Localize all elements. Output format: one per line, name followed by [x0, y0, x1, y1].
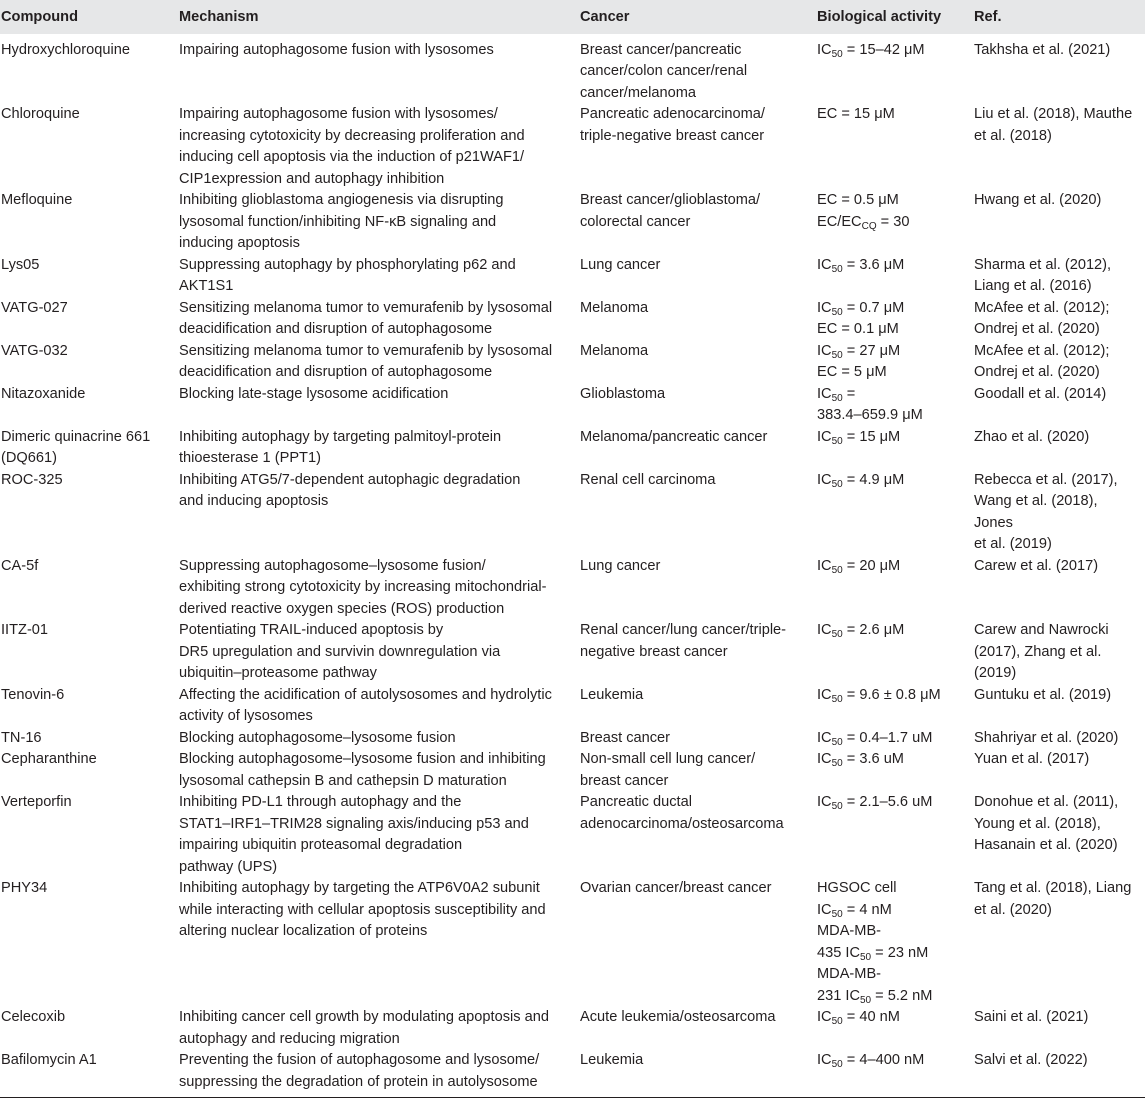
activity-text: IC [817, 901, 832, 918]
cell-ref: Tang et al. (2018), Liang et al. (2020) [974, 880, 1132, 918]
activity-text: EC/EC [817, 213, 862, 230]
activity-value: = 2.1–5.6 uM [842, 794, 933, 810]
cell-mechanism: Inhibiting autophagy by targeting palmitoyl-protein thioesterase 1 (PPT1) [179, 428, 502, 466]
activity-text: EC = 5 μM [817, 364, 887, 380]
activity-subscript: 50 [831, 1016, 843, 1027]
activity-subscript: 50 [831, 306, 843, 318]
header-ref: Ref. [974, 9, 1002, 25]
cell-cancer: Ovarian cancer/breast cancer [580, 880, 772, 896]
cell-ref: Salvi et al. (2022) [973, 1050, 1145, 1098]
cell-biological-activity [816, 728, 973, 750]
activity-line [817, 1050, 967, 1072]
activity-subscript: 50 [831, 435, 843, 447]
header-compound: Compound [1, 9, 79, 25]
activity-value: = 4.9 μM [842, 471, 905, 488]
table-row [0, 34, 1145, 105]
activity-text: EC = 0.5 μM [817, 192, 899, 208]
cell-biological-activity [816, 685, 973, 728]
table-row [0, 427, 1145, 470]
cell-mechanism: Sensitizing melanoma tumor to vemurafenib by lysosomal deacidification and disruption of autophagosome [179, 299, 553, 337]
header-biological-activity: Biological activity [817, 9, 942, 25]
activity-line [817, 986, 967, 1008]
activity-text: MDA-MB- [817, 923, 882, 939]
cell-biological-activity [816, 792, 973, 878]
table-row [0, 190, 1145, 255]
activity-text: IC [817, 256, 832, 273]
activity-line [817, 298, 967, 320]
activity-subscript: 50 [831, 693, 843, 705]
activity-text: IC [817, 1052, 832, 1068]
activity-line [817, 878, 967, 900]
cell-ref: Zhao et al. (2020) [974, 428, 1090, 445]
cell-ref: McAfee et al. (2012); Ondrej et al. (2020) [974, 299, 1110, 337]
activity-value: = 27 μM [842, 342, 901, 359]
activity-value: = 4 nM [842, 901, 892, 918]
cell-cancer: Melanoma [580, 299, 649, 316]
activity-line [817, 212, 967, 234]
cell-compound: Hydroxychloroquine [1, 41, 130, 58]
activity-line [817, 921, 967, 943]
activity-value: = 2.6 μM [842, 622, 905, 638]
cell-compound: Lys05 [1, 256, 40, 273]
activity-line [817, 104, 967, 126]
activity-line [817, 255, 967, 277]
cell-mechanism: Blocking autophagosome–lysosome fusion and inhibiting lysosomal cathepsin B and cathepsin D maturation [179, 751, 546, 789]
table-row [0, 620, 1145, 685]
table-body [0, 34, 1145, 1098]
cell-compound: Dimeric quinacrine 661 (DQ661) [1, 428, 151, 466]
cell-mechanism: Suppressing autophagosome–lysosome fusion/ exhibiting strong cytotoxicity by increasing mitochondrial- derived reactive oxygen species (ROS) production [179, 557, 547, 617]
activity-value: = 15 μM [842, 428, 901, 445]
activity-text: IC [817, 686, 832, 703]
activity-subscript: 50 [831, 1059, 843, 1070]
activity-line [817, 190, 967, 212]
table-row [0, 792, 1145, 878]
activity-subscript: CQ [861, 220, 877, 232]
activity-text: IC [817, 557, 832, 574]
activity-line [817, 341, 967, 363]
activity-value: = 3.6 uM [842, 751, 904, 767]
cell-compound: ROC-325 [1, 471, 63, 488]
activity-line [817, 427, 967, 449]
activity-value: = 20 μM [842, 557, 901, 574]
activity-subscript: 50 [831, 263, 843, 275]
cell-mechanism: Preventing the fusion of autophagosome and lysosome/ suppressing the degradation of protein in autolysosome [178, 1050, 579, 1098]
cell-biological-activity [816, 878, 973, 1007]
cell-mechanism: Inhibiting PD-L1 through autophagy and the STAT1–IRF1–TRIM28 signaling axis/inducing p53 and impairing ubiquitin proteasomal degradation pathway (UPS) [179, 794, 529, 875]
cell-ref: Carew et al. (2017) [974, 557, 1099, 574]
activity-subscript: 50 [831, 629, 843, 640]
header-cancer: Cancer [580, 9, 630, 25]
activity-value: = 5.2 nM [871, 987, 933, 1004]
cell-ref: Rebecca et al. (2017), Wang et al. (2018), Jones et al. (2019) [974, 471, 1118, 552]
activity-text: MDA-MB- [817, 966, 882, 982]
cell-ref: Goodall et al. (2014) [974, 385, 1107, 402]
activity-subscript: 50 [831, 564, 843, 576]
activity-subscript: 50 [831, 48, 843, 60]
activity-line [817, 685, 967, 707]
cell-cancer: Leukemia [580, 686, 644, 703]
cell-ref: Guntuku et al. (2019) [974, 686, 1112, 703]
table-row [0, 1007, 1145, 1050]
table-row [0, 384, 1145, 427]
activity-text: 435 IC [817, 944, 860, 961]
activity-value: = 0.4–1.7 uM [842, 729, 933, 746]
activity-value: = 3.6 μM [842, 256, 905, 273]
activity-line [817, 1007, 967, 1029]
cell-biological-activity [816, 1050, 973, 1098]
cell-cancer: Melanoma [580, 342, 649, 359]
table-row [0, 298, 1145, 341]
cell-biological-activity [816, 190, 973, 255]
activity-line [817, 943, 967, 965]
cell-mechanism: Affecting the acidification of autolysosomes and hydrolytic activity of lysosomes [179, 686, 552, 724]
cell-biological-activity [816, 470, 973, 556]
cell-biological-activity [816, 1007, 973, 1050]
activity-value: = 9.6 ± 0.8 μM [842, 686, 941, 703]
cell-compound: Mefloquine [1, 192, 73, 208]
activity-text: IC [817, 299, 832, 316]
cell-compound: VATG-027 [1, 299, 68, 316]
activity-line [817, 900, 967, 922]
cell-compound: TN-16 [1, 729, 42, 746]
activity-line [817, 319, 967, 341]
cell-compound: PHY34 [1, 880, 48, 896]
cell-compound: Verteporfin [1, 794, 72, 810]
activity-text: IC [817, 342, 832, 359]
cell-biological-activity [816, 749, 973, 792]
table-row [0, 1050, 1145, 1098]
cell-ref: Hwang et al. (2020) [974, 192, 1102, 208]
table-row [0, 685, 1145, 728]
activity-text: IC [817, 41, 832, 58]
cell-biological-activity [816, 620, 973, 685]
cell-mechanism: Potentiating TRAIL-induced apoptosis by DR5 upregulation and survivin downregulation via ubiquitin–proteasome pathway [179, 622, 501, 681]
activity-subscript: 50 [831, 392, 843, 404]
cell-biological-activity [816, 384, 973, 427]
activity-value: = 40 nM [842, 1009, 900, 1025]
activity-line [817, 792, 967, 814]
cell-mechanism: Blocking autophagosome–lysosome fusion [179, 729, 456, 746]
activity-text: EC = 15 μM [817, 106, 895, 122]
activity-text: IC [817, 751, 832, 767]
cell-biological-activity [816, 427, 973, 470]
cell-ref: Yuan et al. (2017) [974, 751, 1090, 767]
cell-cancer: Pancreatic ductal adenocarcinoma/osteosarcoma [580, 794, 784, 832]
activity-subscript: 50 [831, 736, 843, 748]
cell-biological-activity [816, 255, 973, 298]
activity-line [817, 620, 967, 642]
cell-compound: Nitazoxanide [1, 385, 86, 402]
cell-cancer: Renal cell carcinoma [580, 471, 716, 488]
table-row [0, 341, 1145, 384]
cell-ref: Takhsha et al. (2021) [974, 41, 1111, 58]
cell-ref: McAfee et al. (2012); Ondrej et al. (2020) [974, 342, 1110, 380]
cell-ref: Liu et al. (2018), Mauthe et al. (2018) [974, 106, 1133, 144]
activity-line [817, 964, 967, 986]
activity-subscript: 50 [831, 908, 843, 920]
activity-line [817, 405, 967, 427]
activity-text: IC [817, 471, 832, 488]
cell-mechanism: Sensitizing melanoma tumor to vemurafenib by lysosomal deacidification and disruption of autophagosome [179, 342, 553, 380]
cell-mechanism: Inhibiting cancer cell growth by modulating apoptosis and autophagy and reducing migration [179, 1009, 549, 1047]
activity-text: 231 IC [817, 987, 860, 1004]
cell-biological-activity [816, 34, 973, 105]
activity-subscript: 50 [831, 801, 843, 812]
cell-cancer: Pancreatic adenocarcinoma/ triple-negative breast cancer [580, 106, 765, 144]
cell-cancer: Melanoma/pancreatic cancer [580, 428, 768, 445]
cell-compound: CA-5f [1, 557, 39, 574]
activity-subscript: 50 [831, 349, 843, 361]
table-row [0, 556, 1145, 621]
cell-compound: Celecoxib [1, 1009, 66, 1025]
cell-cancer: Non-small cell lung cancer/ breast cancer [580, 751, 756, 789]
activity-line [817, 384, 967, 406]
activity-subscript: 50 [831, 758, 843, 769]
cell-biological-activity [816, 341, 973, 384]
activity-text: IC [817, 1009, 832, 1025]
table-row [0, 255, 1145, 298]
cell-cancer: Leukemia [579, 1050, 816, 1098]
activity-text: IC [817, 428, 832, 445]
cell-mechanism: Suppressing autophagy by phosphorylating p62 and AKT1S1 [179, 256, 516, 294]
activity-line [817, 40, 967, 62]
cell-compound: Chloroquine [1, 106, 80, 122]
cell-mechanism: Inhibiting ATG5/7-dependent autophagic degradation and inducing apoptosis [179, 471, 521, 509]
cell-compound: VATG-032 [1, 342, 68, 359]
table-row [0, 104, 1145, 190]
cell-biological-activity [816, 298, 973, 341]
activity-text: IC [817, 385, 832, 402]
cell-cancer: Renal cancer/lung cancer/triple- negative breast cancer [580, 622, 787, 660]
cell-cancer: Glioblastoma [580, 385, 666, 402]
activity-text: HGSOC cell [817, 880, 897, 896]
activity-text: IC [817, 729, 832, 746]
cell-compound: IITZ-01 [1, 622, 49, 638]
activity-value: = 4–400 nM [842, 1052, 925, 1068]
cell-cancer: Breast cancer [580, 729, 671, 746]
activity-value: = 15–42 μM [842, 41, 925, 58]
activity-text: IC [817, 622, 832, 638]
activity-line [817, 470, 967, 492]
table-row [0, 470, 1145, 556]
cell-compound: Cepharanthine [1, 751, 97, 767]
cell-ref: Shahriyar et al. (2020) [974, 729, 1119, 746]
activity-value: = 23 nM [871, 944, 929, 961]
activity-line [817, 362, 967, 384]
cell-cancer: Lung cancer [580, 557, 661, 574]
activity-text: 383.4–659.9 μM [817, 407, 923, 423]
cell-cancer: Breast cancer/pancreatic cancer/colon cancer/renal cancer/melanoma [580, 41, 748, 101]
cell-biological-activity [816, 556, 973, 621]
activity-value: = 30 [876, 213, 910, 230]
activity-text: IC [817, 794, 832, 810]
table-row [0, 728, 1145, 750]
activity-value: = 0.7 μM [842, 299, 905, 316]
table-row [0, 878, 1145, 1007]
cell-ref: Saini et al. (2021) [974, 1009, 1089, 1025]
cell-cancer: Breast cancer/glioblastoma/ colorectal cancer [580, 192, 761, 230]
cell-mechanism: Impairing autophagosome fusion with lysosomes/ increasing cytotoxicity by decreasing proliferation and inducing cell apoptosis via the induction of p21WAF1/ CIP1expression and autophagy inhibition [179, 106, 525, 187]
cell-mechanism: Inhibiting autophagy by targeting the ATP6V0A2 subunit while interacting with cellular apoptosis susceptibility and altering nuclear localization of proteins [179, 880, 546, 939]
activity-value: = [842, 385, 856, 402]
activity-subscript: 50 [860, 994, 872, 1006]
cell-mechanism: Inhibiting glioblastoma angiogenesis via disrupting lysosomal function/inhibiting NF-κB signaling and inducing apoptosis [179, 192, 504, 251]
cell-compound: Tenovin-6 [1, 686, 65, 703]
activity-text: EC = 0.1 μM [817, 321, 899, 337]
cell-biological-activity [816, 104, 973, 190]
activity-subscript: 50 [831, 478, 843, 490]
cell-cancer: Acute leukemia/osteosarcoma [580, 1009, 776, 1025]
cell-mechanism: Impairing autophagosome fusion with lysosomes [179, 41, 494, 58]
table-row [0, 749, 1145, 792]
activity-line [817, 749, 967, 771]
cell-ref: Carew and Nawrocki (2017), Zhang et al. (2019) [974, 622, 1109, 681]
cell-ref: Sharma et al. (2012), Liang et al. (2016) [974, 256, 1112, 294]
cell-cancer: Lung cancer [580, 256, 661, 273]
activity-subscript: 50 [860, 951, 872, 963]
table-header-row [0, 0, 1145, 34]
activity-line [817, 556, 967, 578]
activity-line [817, 728, 967, 750]
cell-ref: Donohue et al. (2011), Young et al. (2018), Hasanain et al. (2020) [974, 794, 1119, 853]
cell-compound: Bafilomycin A1 [0, 1050, 178, 1098]
header-mechanism: Mechanism [179, 9, 259, 25]
cell-mechanism: Blocking late-stage lysosome acidification [179, 385, 449, 402]
